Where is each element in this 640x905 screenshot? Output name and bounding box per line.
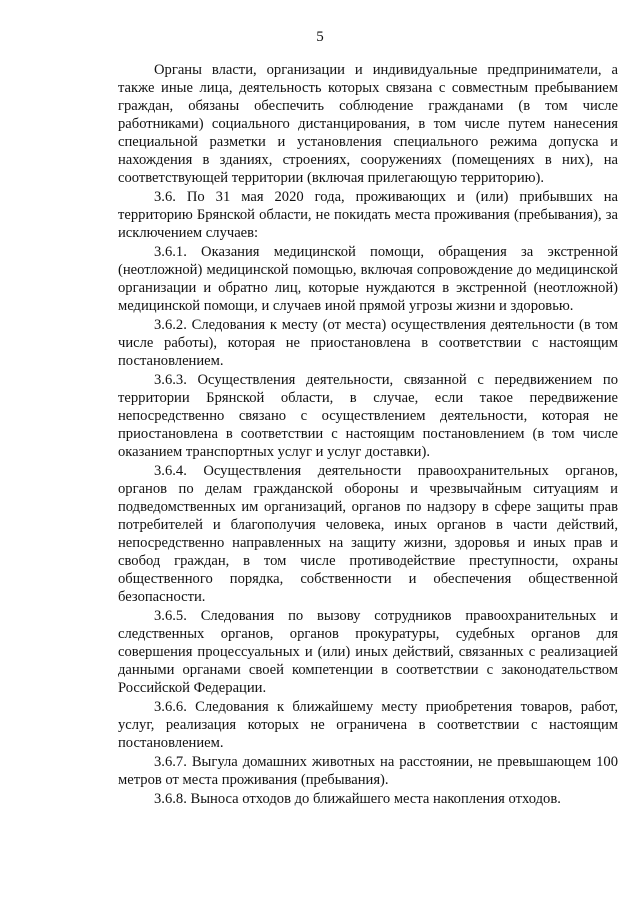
page-number: 5 [316,29,324,45]
paragraph-3-6-2: 3.6.2. Следования к месту (от места) осуществления деятельности (в том числе работы), которая не приостановлена в соответствии с настоящим постановлением. [118,317,618,369]
paragraph-3-6-6: 3.6.6. Следования к ближайшему месту приобретения товаров, работ, услуг, реализация которых не ограничена в соответствии с настоящим постановлением. [118,699,618,751]
paragraph-3-6-8: 3.6.8. Выноса отходов до ближайшего места накопления отходов. [154,791,561,807]
document-body [118,61,618,808]
paragraph-3-6-4: 3.6.4. Осуществления деятельности правоохранительных органов, органов по делам гражданской обороны и чрезвычайным ситуациям и подведомственных им организаций, органов по надзору в сфере защиты прав потребителей и благополучия человека, иных органов в части действий, непосредственно направленных на защиту жизни, здоровья и иных прав и свобод граждан, в том числе противодействие преступности, охраны общественного порядка, собственности и обеспечения общественной безопасности. [118,463,618,605]
paragraph-3-6-3: 3.6.3. Осуществления деятельности, связанной с передвижением по территории Брянской области, в случае, если такое передвижение непосредственно связано с осуществлением деятельности, которая не приостановлена в соответствии с настоящим постановлением (в том числе оказанием транспортных услуг и услуг доставки). [118,372,618,460]
paragraph-3-6-7: 3.6.7. Выгула домашних животных на расстоянии, не превышающем 100 метров от места проживания (пребывания). [118,754,618,788]
paragraph-3-6: 3.6. По 31 мая 2020 года, проживающих и (или) прибывших на территорию Брянской области, не покидать места проживания (пребывания), за исключением случаев: [118,189,618,241]
paragraph-social-distancing: Органы власти, организации и индивидуальные предприниматели, а также иные лица, деятельность которых связана с совместным пребыванием граждан, обязаны обеспечить соблюдение гражданами (в том числе работниками) социального дистанцирования, в том числе путем нанесения специальной разметки и установления специального режима допуска и нахождения в зданиях, строениях, сооружениях (помещениях в них), на соответствующей территории (включая прилегающую территорию). [118,62,618,186]
paragraph-3-6-1: 3.6.1. Оказания медицинской помощи, обращения за экстренной (неотложной) медицинской помощью, включая сопровождение до медицинской организации и обратно лиц, которые нуждаются в экстренной (неотложной) медицинской помощи, и случаев иной прямой угрозы жизни и здоровью. [118,244,618,314]
paragraph-3-6-5: 3.6.5. Следования по вызову сотрудников правоохранительных и следственных органов, органов прокуратуры, судебных органов для совершения процессуальных и (или) иных действий, связанных с реализацией данными органами своей компетенции в соответствии с законодательством Российской Федерации. [118,608,618,696]
